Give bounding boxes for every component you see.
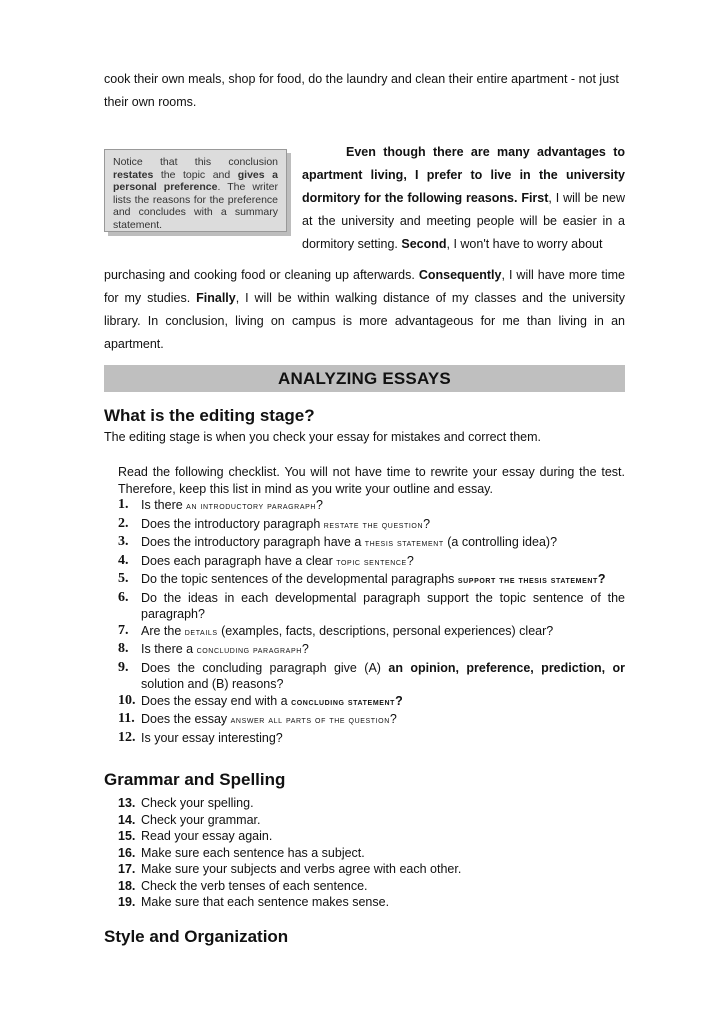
grammar-item: [118, 894, 625, 911]
grammar-item-number: 15.: [118, 829, 136, 843]
closing-sentence: In conclusion, living on campus is more advantageous for me than living in an apartment.: [104, 314, 625, 351]
editing-heading: What is the editing stage?: [104, 406, 315, 425]
checklist-item-text: Is there an introductory paragraph?: [141, 498, 323, 512]
note-text-2: the topic and: [153, 168, 238, 181]
checklist-bold-phrase: an opinion, preference, prediction, or: [388, 660, 625, 675]
checklist-item: [118, 516, 625, 535]
checklist-item-number: 6.: [118, 589, 129, 605]
checklist-item-number: 5.: [118, 571, 129, 586]
checklist-item-number: 1.: [118, 497, 129, 512]
consequently-label: Consequently: [418, 268, 502, 282]
banner-title: ANALYZING ESSAYS: [278, 368, 451, 388]
top-paragraph: [104, 68, 625, 114]
note-text-3: . The writer lists the reasons for the preference and concludes with a summary statement.: [113, 181, 278, 231]
checklist-item-number: 3.: [118, 534, 129, 549]
note-bold-restates: restates: [113, 168, 154, 181]
checklist-item-text: Does the essay end with a concluding statement?: [141, 693, 403, 708]
second-label: Second: [401, 237, 447, 251]
grammar-item: [118, 812, 625, 829]
editing-description: The editing stage is when you check your essay for mistakes and correct them.: [104, 430, 542, 444]
checklist-item: [118, 693, 625, 712]
grammar-item: [118, 828, 625, 845]
grammar-item-number: 18.: [118, 878, 136, 893]
checklist-item-number: 10.: [118, 692, 136, 708]
checklist-item-text: Does the concluding paragraph give (A) an opinion, preference, prediction, or solution and (B) reasons?: [141, 660, 625, 691]
checklist-key-term: answer all parts of the question: [230, 715, 390, 726]
top-paragraph-line-2: their own rooms.: [104, 95, 197, 109]
checklist-item-text: Does the introductory paragraph have a thesis statement (a controlling idea)?: [141, 535, 558, 549]
checklist-key-term: concluding statement: [291, 696, 396, 708]
grammar-item-number: 14.: [118, 812, 136, 827]
checklist-item-text: Is your essay interesting?: [141, 730, 283, 745]
checklist-key-term: an introductory paragraph: [186, 501, 317, 512]
checklist-item-number: 7.: [118, 622, 129, 638]
finally-label: Finally: [196, 291, 236, 305]
checklist-key-term: concluding paragraph: [196, 645, 302, 656]
grammar-item: [118, 878, 625, 895]
conclusion-note-box: [104, 149, 287, 232]
checklist-item: [118, 641, 625, 660]
checklist-item-text: Does the introductory paragraph restate the question?: [141, 516, 431, 531]
second-text-continued: purchasing and cooking food or cleaning up afterwards.: [104, 268, 415, 282]
checklist-item-text: Do the ideas in each developmental paragraph support the topic sentence of the paragraph?: [141, 590, 625, 621]
checklist-item: [118, 730, 625, 747]
checklist-item-number: 4.: [118, 552, 129, 568]
checklist-item-number: 12.: [118, 729, 136, 745]
checklist-key-term: details: [184, 626, 218, 638]
checklist-item-text: Are the details (examples, facts, descriptions, personal experiences) clear?: [141, 623, 554, 638]
checklist-item: [118, 534, 625, 553]
checklist-item-number: 11.: [118, 711, 135, 726]
checklist-key-term: topic sentence: [336, 556, 407, 568]
style-heading: Style and Organization: [104, 927, 289, 946]
grammar-item-text: Make sure that each sentence makes sense.: [141, 895, 390, 909]
grammar-item: [118, 845, 625, 862]
checklist-item-text: Does the essay answer all parts of the question?: [141, 712, 397, 726]
grammar-item-text: Check the verb tenses of each sentence.: [141, 878, 368, 893]
checklist-key-term: restate the question: [323, 519, 424, 531]
grammar-heading: Grammar and Spelling: [104, 770, 286, 789]
checklist-item: [118, 590, 625, 623]
grammar-item: [118, 861, 625, 878]
consequently-text: , I will have more time for my studies.: [104, 268, 625, 305]
checklist-item: [118, 497, 625, 516]
finally-text: , I will be within walking distance of my classes and the university library.: [104, 291, 626, 328]
grammar-item-number: 13.: [118, 796, 136, 810]
checklist-item: [118, 623, 625, 642]
grammar-item: [118, 795, 625, 812]
note-bold-preference: gives a personal preference: [113, 168, 279, 193]
grammar-item-number: 16.: [118, 845, 136, 860]
conclusion-bold-intro: Even though there are many advantages to apartment living, I prefer to live in the university dormitory for the following reasons.: [302, 145, 625, 205]
checklist-item: [118, 553, 625, 572]
checklist-item-number: 2.: [118, 515, 129, 531]
grammar-item-number: 19.: [118, 895, 136, 909]
checklist-item-text: Is there a concluding paragraph?: [141, 642, 309, 656]
checklist-key-term: support the thesis statement: [457, 575, 598, 586]
section-banner: [104, 365, 625, 392]
checklist-item-text: Does each paragraph have a clear topic sentence?: [141, 553, 414, 568]
note-text-1: Notice that this conclusion: [113, 156, 278, 168]
grammar-item-text: Make sure each sentence has a subject.: [141, 845, 365, 860]
conclusion-paragraph-lower: [104, 264, 625, 356]
checklist-item: [118, 660, 625, 693]
second-text-part: , I won't have to worry about: [446, 237, 603, 251]
checklist-item-number: 9.: [118, 659, 129, 675]
conclusion-paragraph-upper: [302, 141, 625, 256]
first-label: First: [521, 191, 549, 205]
grammar-item-text: Check your spelling.: [141, 796, 254, 810]
checklist-item: [118, 571, 625, 590]
grammar-item-number: 17.: [118, 862, 136, 876]
editing-checklist: [118, 497, 625, 746]
checklist-item-number: 8.: [118, 641, 129, 656]
checklist-item: [118, 711, 625, 730]
checklist-item-text: Do the topic sentences of the developmental paragraphs support the thesis statement?: [141, 572, 606, 586]
first-text: , I will be new at the university and meeting people will be easier in a dormitory setting.: [302, 191, 626, 251]
top-paragraph-line-1: cook their own meals, shop for food, do the laundry and clean their entire apartment - not just: [104, 72, 619, 86]
grammar-item-text: Make sure your subjects and verbs agree with each other.: [141, 862, 462, 876]
checklist-key-term: thesis statement: [364, 538, 444, 549]
checklist-intro: Read the following checklist. You will not have time to rewrite your essay during the test. Therefore, keep this list in mind as you write your outline and essay.: [118, 465, 625, 496]
grammar-item-text: Check your grammar.: [141, 812, 261, 827]
grammar-checklist: [118, 795, 625, 911]
grammar-item-text: Read your essay again.: [141, 829, 273, 843]
